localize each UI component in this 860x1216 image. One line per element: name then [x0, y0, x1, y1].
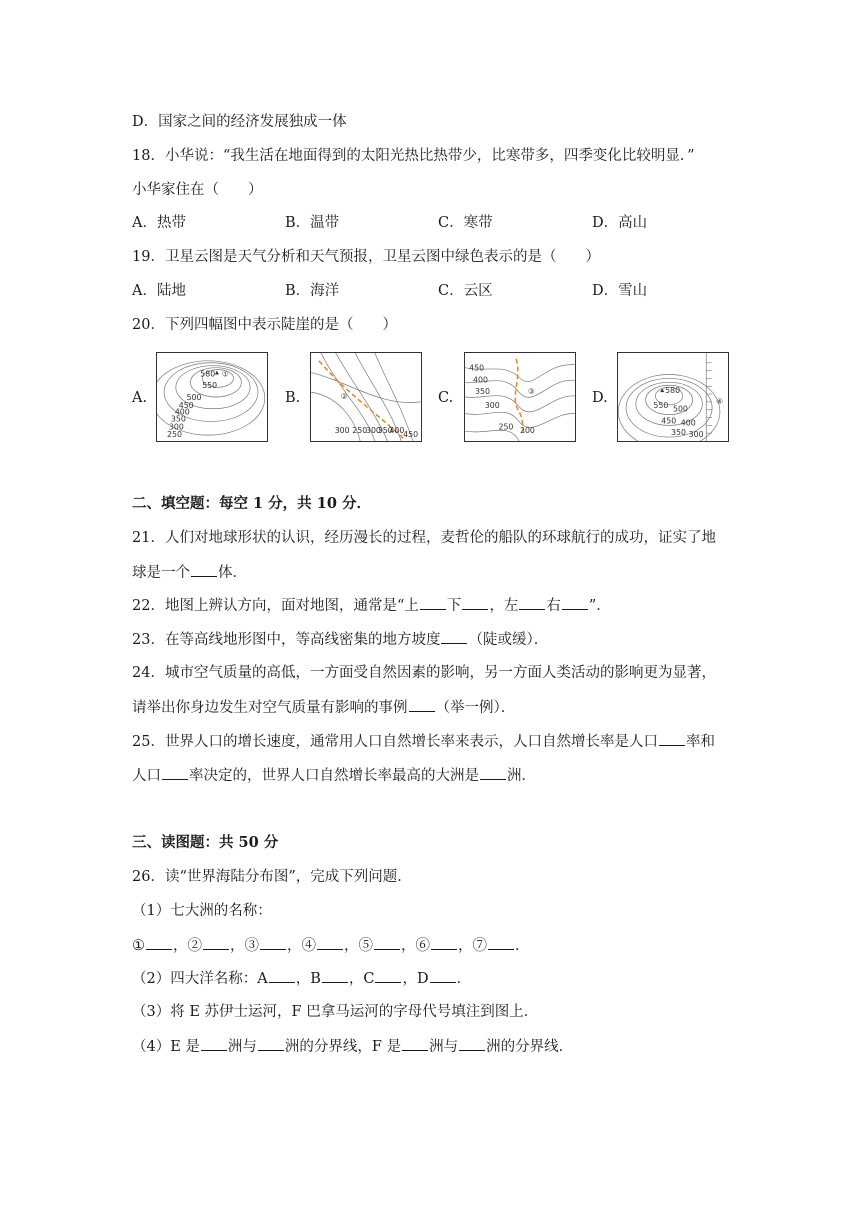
q19-option-d: D．雪山 [592, 283, 648, 299]
fig-a-peak: 580 [200, 369, 216, 379]
section2-title: 二、填空题：每空 1 分，共 10 分． [132, 495, 371, 512]
contour-map-d [617, 352, 729, 442]
answer-blank[interactable] [191, 562, 217, 577]
answer-blank[interactable] [659, 731, 685, 746]
fig-a-contour-550: 550 [202, 381, 218, 391]
fig-d-contour-350: 350 [671, 428, 686, 438]
answer-blank[interactable] [519, 595, 545, 610]
q23-line [132, 629, 548, 650]
q26-part3: （3）将 E 苏伊士运河，F 巴拿马运河的字母代号填注到图上． [132, 1004, 539, 1020]
q22-text-b: 下 [446, 598, 462, 614]
fig-c-contour-350: 350 [475, 387, 490, 397]
fig-b-contour-6: 450 [403, 430, 419, 440]
q21-line2 [132, 562, 247, 583]
fig-d-contour-450: 450 [661, 416, 677, 426]
q22-text-a: 22．地图上辨认方向，面对地图，通常是“上 [132, 598, 419, 614]
answer-blank[interactable] [317, 935, 343, 950]
answer-blank[interactable] [322, 968, 348, 983]
fig-a-contour-350: 350 [170, 414, 186, 424]
q25-text-b: 率和 [685, 734, 715, 750]
answer-blank[interactable] [258, 1036, 284, 1051]
answer-blank[interactable] [146, 935, 172, 950]
answer-blank[interactable] [201, 1036, 227, 1051]
q26-p4-text-b: 洲与 [227, 1039, 257, 1055]
q26-p2-text-b: ，B [295, 971, 321, 987]
q24-text-b: （举一例）． [435, 700, 516, 716]
q26-part2: （2）四大洋名称：A ，B ，C ，D ． [132, 968, 471, 989]
fig-c-marker: ③ [527, 387, 535, 397]
fig-b-contour-3: 300 [366, 426, 381, 436]
answer-blank[interactable] [162, 765, 188, 780]
fig-b-contour-5: 400 [389, 426, 405, 436]
fig-d-contour-500: 500 [673, 404, 688, 414]
q20-stem: 20．下列四幅图中表示陡崖的是（ ） [132, 317, 397, 333]
answer-blank[interactable] [480, 765, 506, 780]
q26-p2-text-a: （2）四大洋名称：A [132, 971, 268, 987]
answer-blank[interactable] [488, 935, 514, 950]
fig-b-label: B. [285, 390, 301, 406]
continent-mark-7: ⑦ [472, 938, 487, 954]
q25-text-e: 洲． [507, 768, 536, 784]
q26-p4-text-a: （4）E 是 [132, 1039, 200, 1055]
q22-text-c: ，左 [489, 598, 519, 614]
continent-mark-2: ② [187, 938, 202, 954]
q19-option-c: C．云区 [438, 283, 493, 299]
answer-blank[interactable] [462, 595, 488, 610]
fig-a-contour-500: 500 [186, 392, 202, 402]
answer-blank[interactable] [420, 595, 446, 610]
q26-p2-text-c: ，C [348, 971, 375, 987]
fig-d-marker: ④ [716, 396, 724, 406]
continent-mark-3: ③ [244, 938, 259, 954]
fig-a-contour-400: 400 [174, 407, 190, 417]
continent-mark-5: ⑤ [358, 938, 373, 954]
q22-line [132, 595, 611, 616]
contour-map-a [156, 352, 268, 442]
q26-part4 [132, 1036, 573, 1057]
q26-p2-text-d: ，D [402, 971, 429, 987]
fig-c-label: C. [438, 390, 454, 406]
fig-b-contour-1: 300 [334, 426, 350, 436]
answer-blank[interactable] [260, 935, 286, 950]
fig-d-peak: 580 [665, 386, 681, 396]
fig-c-contour-250: 250 [498, 422, 514, 432]
fig-c-contour-200: 200 [520, 426, 535, 436]
answer-blank[interactable] [431, 935, 457, 950]
q26-p4-text-e: 洲的分界线． [486, 1039, 574, 1055]
q21-line1: 21．人们对地球形状的认识，经历漫长的过程，麦哲伦的船队的环球航行的成功，证实了地 [132, 530, 716, 546]
q23-text-b: （陡或缓）． [468, 632, 549, 648]
contour-map-b [310, 352, 422, 442]
q26-continents-line: ① ，② ，③ ，④ ，⑤ ，⑥ ，⑦ ． [132, 935, 530, 956]
fig-d-contour-300: 300 [688, 430, 704, 440]
answer-blank[interactable] [409, 697, 435, 712]
q26-p4-text-d: 洲与 [429, 1039, 459, 1055]
continent-mark-6: ⑥ [415, 938, 430, 954]
q18-option-c: C．寒带 [438, 215, 493, 231]
answer-blank[interactable] [203, 935, 229, 950]
q25-line1 [132, 731, 715, 752]
q24-line1: 24．城市空气质量的高低，一方面受自然因素的影响，另一方面人类活动的影响更为显著， [132, 665, 716, 681]
q18-stem-line1: 18．小华说：“我生活在地面得到的太阳光热比热带少，比寒带多，四季变化比较明显．” [132, 148, 695, 164]
answer-blank[interactable] [430, 968, 456, 983]
answer-blank[interactable] [459, 1036, 485, 1051]
fig-a-label: A. [132, 390, 148, 406]
q19-option-b: B．海洋 [285, 283, 340, 299]
section3-title: 三、读图题：共 50 分 [132, 834, 279, 851]
q17-option-d: D．国家之间的经济发展独成一体 [132, 114, 347, 130]
continent-mark-1: ① [132, 938, 145, 954]
fig-a-marker: ① [221, 369, 229, 379]
fig-b-contour-4: 350 [377, 426, 393, 436]
q25-text-d: 率决定的，世界人口自然增长率最高的大洲是 [189, 768, 479, 784]
q18-option-a: A．热带 [132, 215, 186, 231]
q19-stem: 19．卫星云图是天气分析和天气预报，卫星云图中绿色表示的是（ ） [132, 249, 600, 265]
fig-d-label: D. [592, 390, 608, 406]
contour-map-c [464, 352, 576, 442]
answer-blank[interactable] [402, 1036, 428, 1051]
answer-blank[interactable] [562, 595, 588, 610]
fig-c-contour-450: 450 [469, 363, 485, 373]
q24-text-a: 请举出你身边发生对空气质量有影响的事例 [132, 700, 408, 716]
q18-option-b: B．温带 [285, 215, 340, 231]
answer-blank[interactable] [375, 968, 401, 983]
continent-mark-4: ④ [301, 938, 316, 954]
q18-stem-line2: 小华家住在（ ） [132, 182, 263, 198]
q26-p4-text-c: 洲的分界线，F 是 [284, 1039, 402, 1055]
fig-d-contour-550: 550 [653, 400, 669, 410]
answer-blank[interactable] [374, 935, 400, 950]
q22-text-e: ”． [588, 598, 611, 614]
fig-a-contour-450: 450 [178, 400, 194, 410]
q25-line2 [132, 765, 536, 786]
q25-text-a: 25．世界人口的增长速度，通常用人口自然增长率来表示，人口自然增长率是人口 [132, 734, 658, 750]
fig-b-contour-2: 250 [352, 426, 368, 436]
fig-c-contour-400: 400 [473, 375, 488, 385]
q24-line2 [132, 697, 515, 718]
q26-stem: 26．读“世界海陆分布图”，完成下列问题． [132, 869, 412, 885]
answer-blank[interactable] [269, 968, 295, 983]
fig-c-contour-300: 300 [484, 400, 500, 410]
q22-text-d: 右 [546, 598, 561, 614]
q19-option-a: A．陆地 [132, 283, 186, 299]
q26-part1: （1）七大洲的名称： [132, 903, 272, 919]
fig-d-contour-400: 400 [680, 418, 696, 428]
q18-option-d: D．高山 [592, 215, 648, 231]
fig-b-marker: ② [340, 391, 348, 401]
q25-text-c: 人口 [132, 768, 161, 784]
answer-blank[interactable] [441, 629, 467, 644]
fig-a-contour-250: 250 [167, 430, 182, 440]
fig-a-contour-300: 300 [168, 422, 184, 432]
q23-text-a: 23．在等高线地形图中，等高线密集的地方坡度 [132, 632, 441, 648]
q21-text-a: 球是一个 [132, 565, 190, 581]
q21-text-b: 体． [218, 565, 247, 581]
